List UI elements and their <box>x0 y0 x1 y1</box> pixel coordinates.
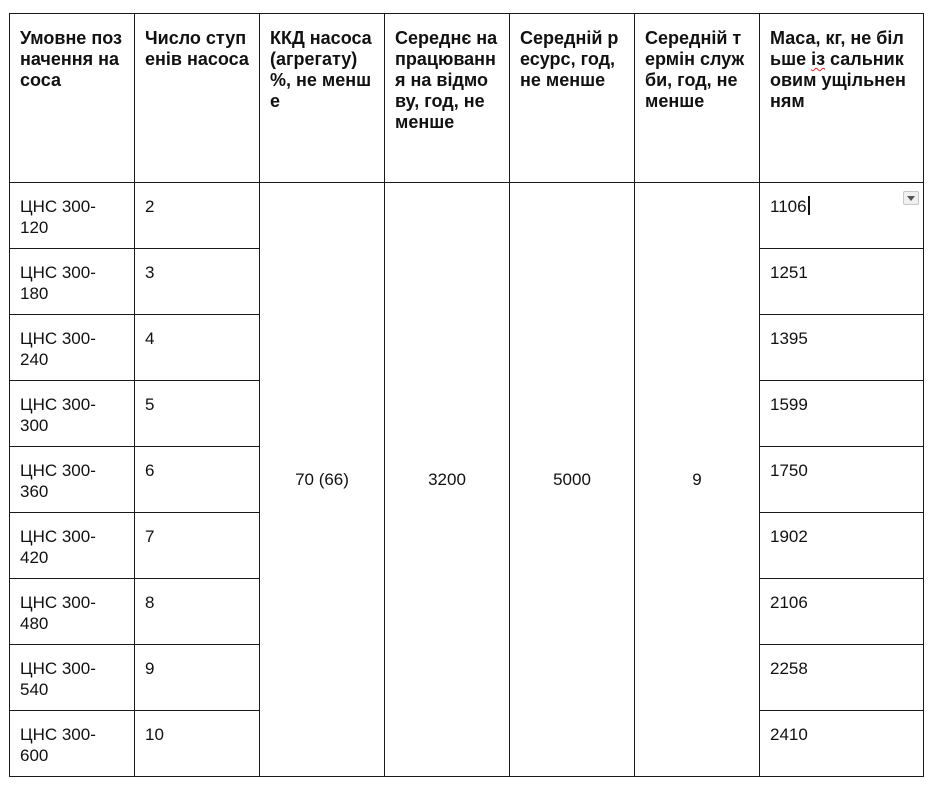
mass-cell[interactable]: 1599 <box>760 381 924 447</box>
mass-cell[interactable]: 1750 <box>760 447 924 513</box>
table-row <box>10 183 924 249</box>
designation-cell[interactable]: ЦНС 300-240 <box>10 315 135 381</box>
header-mass-part1: Маса, кг, не більше <box>770 28 904 69</box>
mass-cell[interactable]: 2106 <box>760 579 924 645</box>
header-service-life[interactable] <box>635 14 760 183</box>
stages-cell[interactable]: 3 <box>135 249 260 315</box>
document-table-container <box>9 13 924 777</box>
mass-cell[interactable]: 1902 <box>760 513 924 579</box>
mass-cell[interactable]: 1395 <box>760 315 924 381</box>
stages-cell[interactable]: 5 <box>135 381 260 447</box>
designation-cell[interactable]: ЦНС 300-300 <box>10 381 135 447</box>
stages-cell[interactable]: 8 <box>135 579 260 645</box>
designation-cell[interactable]: ЦНС 300-540 <box>10 645 135 711</box>
text-cursor <box>808 196 810 215</box>
header-efficiency-text: ККД насоса (агрегату) %, не менше <box>270 28 372 111</box>
header-efficiency[interactable] <box>260 14 385 183</box>
spellcheck-word[interactable]: із <box>811 49 826 69</box>
mass-cell[interactable]: 2410 <box>760 711 924 777</box>
mass-cell-content: 1106 <box>760 183 923 217</box>
header-stages-text: Число ступенів насоса <box>145 28 249 69</box>
header-mass-text <box>760 14 923 112</box>
designation-cell[interactable]: ЦНС 300-360 <box>10 447 135 513</box>
stages-cell[interactable]: 9 <box>135 645 260 711</box>
header-designation-text: Умовне позначення насоса <box>20 28 122 90</box>
designation-cell[interactable]: ЦНС 300-180 <box>10 249 135 315</box>
efficiency-merged-cell[interactable]: 70 (66) <box>260 183 385 777</box>
mass-cell[interactable]: 1251 <box>760 249 924 315</box>
header-mtbf-text: Середнє напрацювання на відмову, год, не менше <box>395 28 498 132</box>
stages-cell[interactable]: 2 <box>135 183 260 249</box>
designation-cell[interactable]: ЦНС 300-120 <box>10 183 135 249</box>
stages-cell[interactable]: 7 <box>135 513 260 579</box>
header-service-life-text: Середній термін служби, год, не менше <box>645 28 745 111</box>
header-resource[interactable] <box>510 14 635 183</box>
header-designation[interactable] <box>10 14 135 183</box>
mass-cell-active[interactable] <box>760 183 924 249</box>
header-row <box>10 14 924 183</box>
designation-cell[interactable]: ЦНС 300-600 <box>10 711 135 777</box>
service-life-merged-cell[interactable]: 9 <box>635 183 760 777</box>
mass-cell[interactable]: 2258 <box>760 645 924 711</box>
stages-cell[interactable]: 4 <box>135 315 260 381</box>
stages-cell[interactable]: 6 <box>135 447 260 513</box>
header-mtbf[interactable] <box>385 14 510 183</box>
stages-cell[interactable]: 10 <box>135 711 260 777</box>
designation-cell[interactable]: ЦНС 300-480 <box>10 579 135 645</box>
header-mass-part2: сальниковим ущільненням <box>770 49 906 111</box>
mtbf-merged-cell[interactable]: 3200 <box>385 183 510 777</box>
header-resource-text: Середній ресурс, год, не менше <box>520 28 619 90</box>
cell-dropdown-button[interactable] <box>903 191 919 205</box>
chevron-down-icon <box>907 196 915 201</box>
designation-cell[interactable]: ЦНС 300-420 <box>10 513 135 579</box>
header-stages[interactable] <box>135 14 260 183</box>
resource-merged-cell[interactable]: 5000 <box>510 183 635 777</box>
pump-spec-table <box>9 13 924 777</box>
header-mass[interactable] <box>760 14 924 183</box>
